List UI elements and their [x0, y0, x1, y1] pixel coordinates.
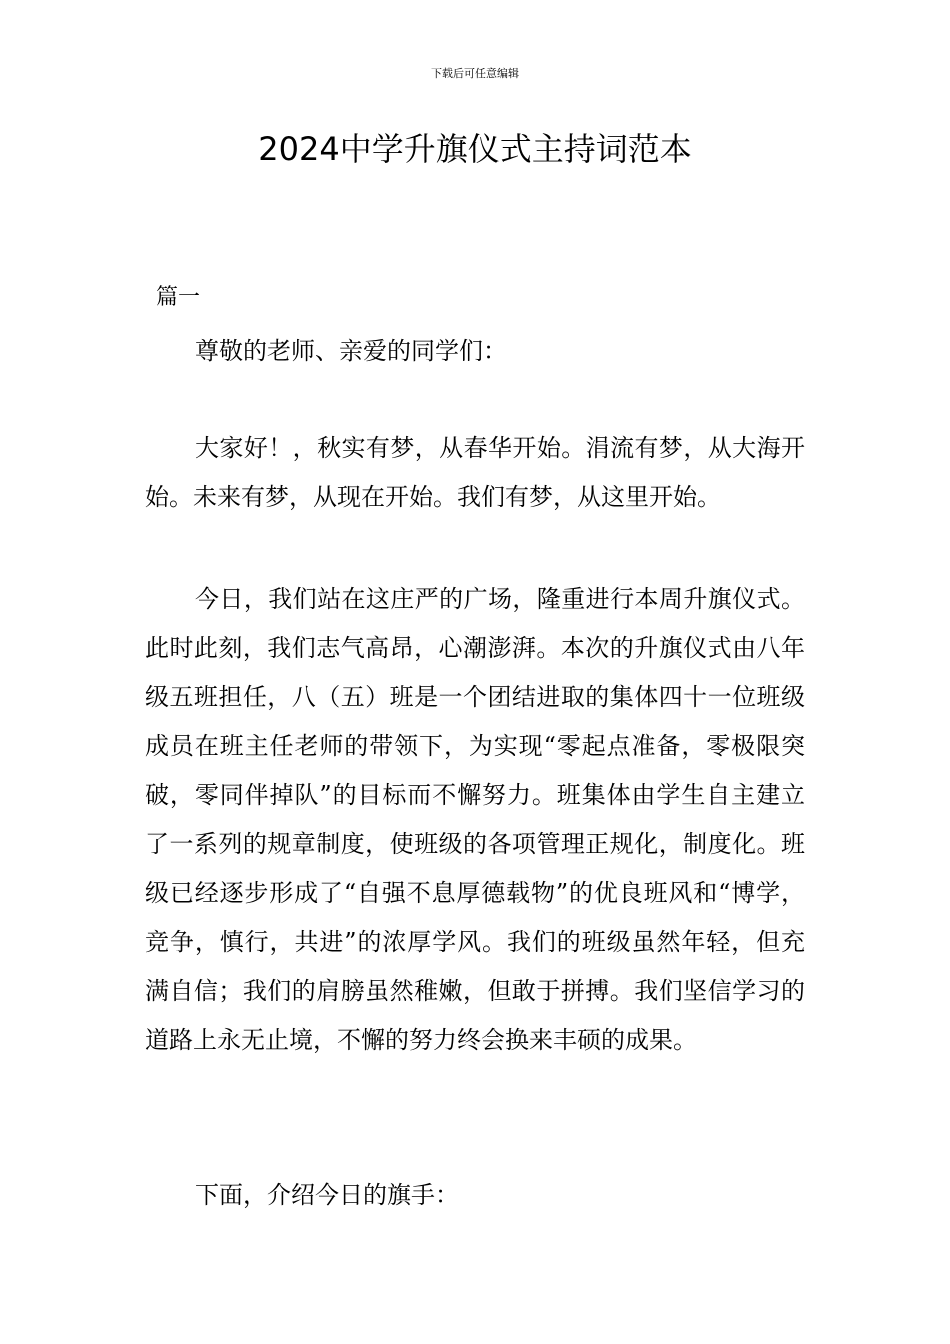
salutation-paragraph: 尊敬的老师、亲爱的同学们：	[195, 337, 507, 365]
document-title: 2024中学升旗仪式主持词范本	[258, 130, 692, 168]
flag-bearers-paragraph: 下面，介绍今日的旗手：	[195, 1181, 459, 1209]
section-label: 篇一	[156, 285, 201, 310]
header-note: 下载后可任意编辑	[431, 67, 519, 80]
intro-paragraph: 今日，我们站在这庄严的广场，隆重进行本周升旗仪式。此时此刻，我们志气高昂，心潮澎湃。本次的升旗仪式由八年级五班担任，八（五）班是一个团结进取的集体四十一位班级成员在班主任老师的带领下，为实现“零起点准备，零极限突破，零同伴掉队”的目标而不懈努力。班集体由学生自主建立了一系列的规章制度，使班级的各项管理正规化，制度化。班级已经逐步形成了“自强不息厚德载物”的优良班风和“博学，竞争，慎行，共进”的浓厚学风。我们的班级虽然年轻，但充满自信；我们的肩膀虽然稚嫩，但敢于拼搏。我们坚信学习的道路上永无止境，不懈的努力终会换来丰硕的成果。	[145, 585, 805, 1054]
greeting-paragraph: 大家好！，秋实有梦，从春华开始。涓流有梦，从大海开始。未来有梦，从现在开始。我们有梦，从这里开始。	[145, 434, 805, 511]
